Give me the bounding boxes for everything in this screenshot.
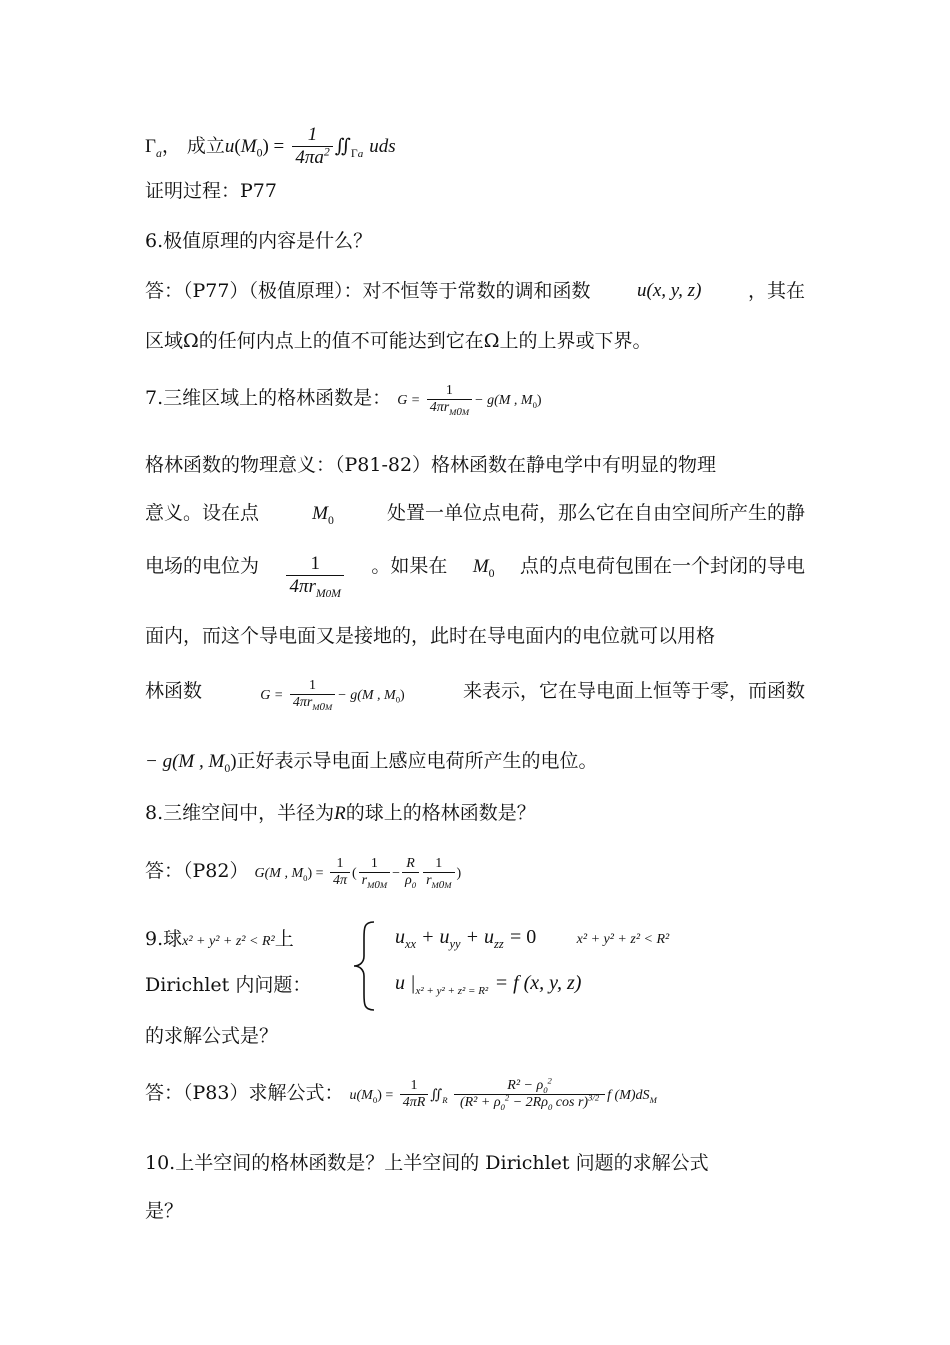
paragraph-7-line-6: − g(M , $M_0$)正好表示导电面上感应电荷所产生的电位。 <box>145 750 598 775</box>
question-10-line-2: 是？ <box>145 1200 184 1222</box>
answer-8: 答：（P82） G(M , $M_0$) = $\frac{1}{4\pi}$ ( $\frac{1}{r_{M0M}}$ − $\frac{R}{\rho_0}$ $\frac{1}{r_{M0M}}$ ) <box>145 856 462 891</box>
question-7: 7.三维区域上的格林函数是： G = $\frac{1}{4\pi r_{M0M}}$ − g(M , $M_0$) <box>145 383 542 418</box>
fraction: $\frac{1}{r_{M0M}}$ <box>359 856 390 890</box>
fraction: $\frac{1}{4\pi r_{M0M}}$ <box>427 383 472 417</box>
fraction: $\frac{1}{4\pi a^2}$ <box>292 124 332 170</box>
fraction: $\frac{1}{4\pi r_{M0M}}$ <box>290 678 335 712</box>
question-10-line-1: 10.上半空间的格林函数是？上半空间的 Dirichlet 问题的求解公式 <box>145 1152 709 1174</box>
fraction: $\frac{1}{4\pi}$ <box>330 856 350 890</box>
question-9-line-2: Dirichlet 内问题： <box>145 974 312 996</box>
answer-9: 答：（P83）求解公式： $u(M_0)$ = $\frac{1}{4\pi R}$ $∬_R$ $\frac{R^2 - \rho_0^2}{(R^2 + \rho_0^2 - 2R\rho_0 \cos r)^{3/2}}$ f $(M)dS_M$ <box>145 1075 657 1112</box>
paragraph-7-line-1: 格林函数的物理意义：（P81-82）格林函数在静电学中有明显的物理 <box>145 454 717 476</box>
fraction: $\frac{1}{4\pi r_{M0M}}$ <box>286 553 344 599</box>
fraction: $\frac{1}{r_{M0M}}$ <box>423 856 454 890</box>
answer-6-line-1: 答：（P77）（极值原理）：对不恒等于常数的调和函数 u(x, y, z) ，其在 <box>145 280 805 302</box>
fraction: $\frac{R}{\rho_0}$ <box>402 856 419 890</box>
boundary-condition: u $|_{x^2 + y^2 + z^2 = R^2} = f$ (x, y, z) <box>395 972 582 997</box>
left-brace-icon <box>350 920 380 1012</box>
question-9-line-1: 9.球x² + y² + z² < R²上 <box>145 928 294 950</box>
proof-reference: 证明过程：P77 <box>145 180 277 202</box>
paragraph-7-line-4: 面内，而这个导电面又是接地的，此时在导电面内的电位就可以用格 <box>145 625 716 647</box>
question-8: 8.三维空间中，半径为R的球上的格林函数是？ <box>145 802 536 824</box>
paragraph-7-line-2: 意义。设在点 $M_0$ 处置一单位点电荷，那么它在自由空间所产生的静 <box>145 502 805 527</box>
pde-equation: $u_{xx} + u_{yy} + u_{zz} = 0$ x² + y² + z² < R² <box>395 926 670 951</box>
paragraph-7-line-5: 林函数 G = $\frac{1}{4\pi r_{M0M}}$ − g(M , $M_0$) 来表示，它在导电面上恒等于零，而函数 <box>145 678 805 713</box>
question-9-line-3: 的求解公式是？ <box>145 1025 279 1047</box>
paragraph-7-line-3: 电场的电位为 $\frac{1}{4\pi r_{M0M}}$ 。如果在 $M_0$ 点的点电荷包围在一个封闭的导电 <box>145 553 805 600</box>
answer-6-line-2: 区域Ω的任何内点上的值不可能达到它在Ω上的上界或下界。 <box>145 330 652 352</box>
question-6: 6.极值原理的内容是什么？ <box>145 230 373 252</box>
mean-value-line: $\Gamma_a$， 成立$u(M_0)$ = $\frac{1}{4\pi a^2}$ $∬_{\Gamma a}$ uds <box>145 124 396 168</box>
fraction: $\frac{1}{4\pi R}$ <box>400 1078 429 1112</box>
fraction: $\frac{R^2 - \rho_0^2}{(R^2 + \rho_0^2 - 2R\rho_0 \cos r)^{3/2}}$ <box>454 1078 605 1112</box>
